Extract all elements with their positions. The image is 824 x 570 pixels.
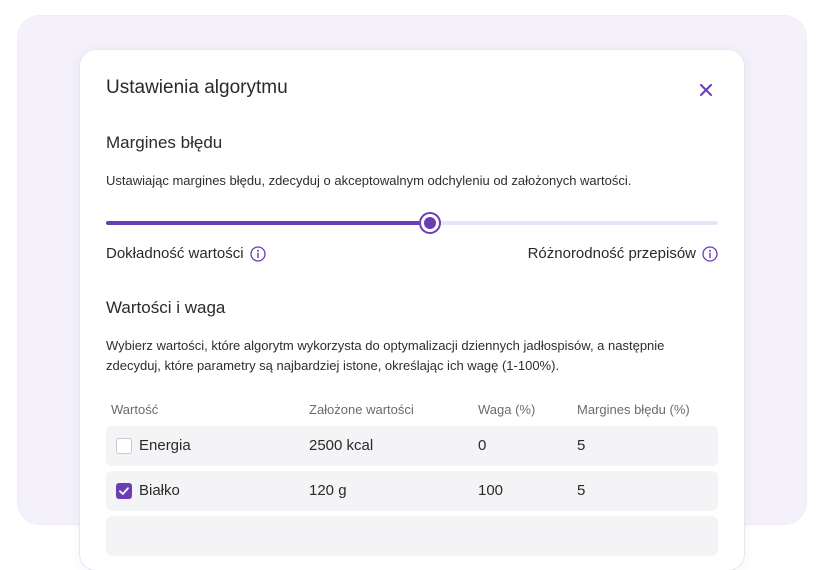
row-target[interactable]: 120 g bbox=[309, 482, 347, 499]
accuracy-label-group bbox=[106, 245, 266, 262]
row-name: Energia bbox=[139, 437, 191, 454]
slider-thumb[interactable] bbox=[419, 212, 441, 234]
column-header-value: Wartość bbox=[111, 402, 159, 417]
margin-heading: Margines błędu bbox=[106, 133, 223, 152]
info-icon[interactable] bbox=[250, 246, 266, 262]
modal-title: Ustawienia algorytmu bbox=[106, 77, 288, 98]
variety-label: Różnorodność przepisów bbox=[527, 245, 696, 262]
table-row bbox=[106, 516, 718, 556]
values-description: Wybierz wartości, które algorytm wykorzysta do optymalizacji dziennych jadłospisów, a następnie zdecyduj, które parametry są najbardziej istone, określając ich wagę (1-100%). bbox=[106, 338, 665, 373]
variety-label-group bbox=[528, 245, 718, 262]
column-header-margin: Margines błędu (%) bbox=[577, 402, 690, 417]
close-icon bbox=[700, 84, 712, 96]
margin-description: Ustawiając margines błędu, zdecyduj o akceptowalnym odchyleniu od założonych wartości. bbox=[106, 173, 632, 188]
table-row bbox=[106, 426, 718, 466]
row-checkbox[interactable] bbox=[116, 483, 132, 499]
row-weight[interactable]: 0 bbox=[478, 437, 487, 454]
algorithm-settings-modal bbox=[80, 50, 744, 570]
row-name: Białko bbox=[139, 482, 180, 499]
slider-fill bbox=[106, 221, 430, 225]
table-row bbox=[106, 471, 718, 511]
row-margin[interactable]: 5 bbox=[577, 437, 586, 454]
close-button[interactable] bbox=[694, 78, 718, 102]
values-heading: Wartości i waga bbox=[106, 298, 226, 317]
margin-slider[interactable] bbox=[106, 212, 718, 234]
column-header-target: Założone wartości bbox=[309, 402, 414, 417]
row-checkbox[interactable] bbox=[116, 438, 132, 454]
info-icon[interactable] bbox=[702, 246, 718, 262]
row-target[interactable]: 2500 kcal bbox=[309, 437, 374, 454]
row-margin[interactable]: 5 bbox=[577, 482, 586, 499]
row-weight[interactable]: 100 bbox=[478, 482, 504, 499]
accuracy-label: Dokładność wartości bbox=[106, 245, 244, 262]
column-header-weight: Waga (%) bbox=[478, 402, 536, 417]
